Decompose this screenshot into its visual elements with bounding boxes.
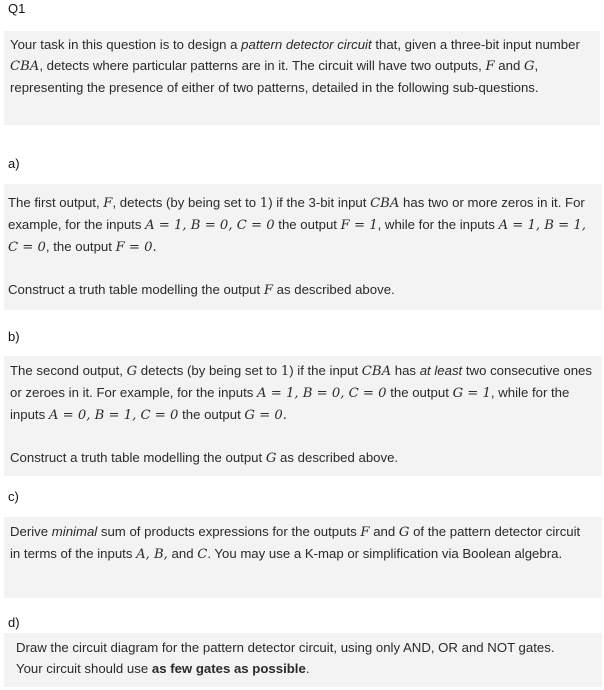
part-d-label: d)	[8, 615, 20, 630]
part-a-instruction: Construct a truth table modelling the output F as described above.	[8, 282, 395, 298]
part-c-label: c)	[8, 489, 19, 504]
part-a-label: a)	[8, 156, 20, 171]
question-intro	[4, 31, 600, 125]
part-b-instruction: Construct a truth table modelling the output G as described above.	[10, 450, 399, 466]
part-b-body	[4, 356, 602, 476]
part-a-description: The first output, F, detects (by being set to 1) if the 3-bit input CBA has two or more zeros in it. For example, for the inputs A = 1, B = 0, C = 0 the output F = 1, while for the inputs A = 1, B = 1, C = 0, the output F = 0.	[8, 195, 587, 255]
part-d-description: Draw the circuit diagram for the pattern detector circuit, using only AND, OR and NOT gates. Your circuit should use as few gates as possible.	[16, 640, 555, 676]
part-c-body	[4, 517, 602, 598]
intro-text: Your task in this question is to design a pattern detector circuit that, given a three-bit input number CBA, detects where particular patterns are in it. The circuit will have two outputs, F and G, representing the presence of either of two patterns, detailed in the following sub-questions.	[10, 37, 580, 95]
part-b-label: b)	[8, 329, 20, 344]
question-label: Q1	[8, 1, 26, 16]
part-d-body	[4, 633, 602, 687]
part-b-description: The second output, G detects (by being set to 1) if the input CBA has at least two consecutive ones or zeroes in it. For example, for the inputs A = 1, B = 0, C = 0 the output G = 1, while for the inputs A = 0, B = 1, C = 0 the output G = 0.	[10, 363, 592, 423]
part-a-body	[4, 184, 602, 310]
part-c-description: Derive minimal sum of products expressions for the outputs F and G of the pattern detector circuit in terms of the inputs A, B, and C. You may use a K-map or simplification via Boolean algebra.	[10, 524, 581, 562]
